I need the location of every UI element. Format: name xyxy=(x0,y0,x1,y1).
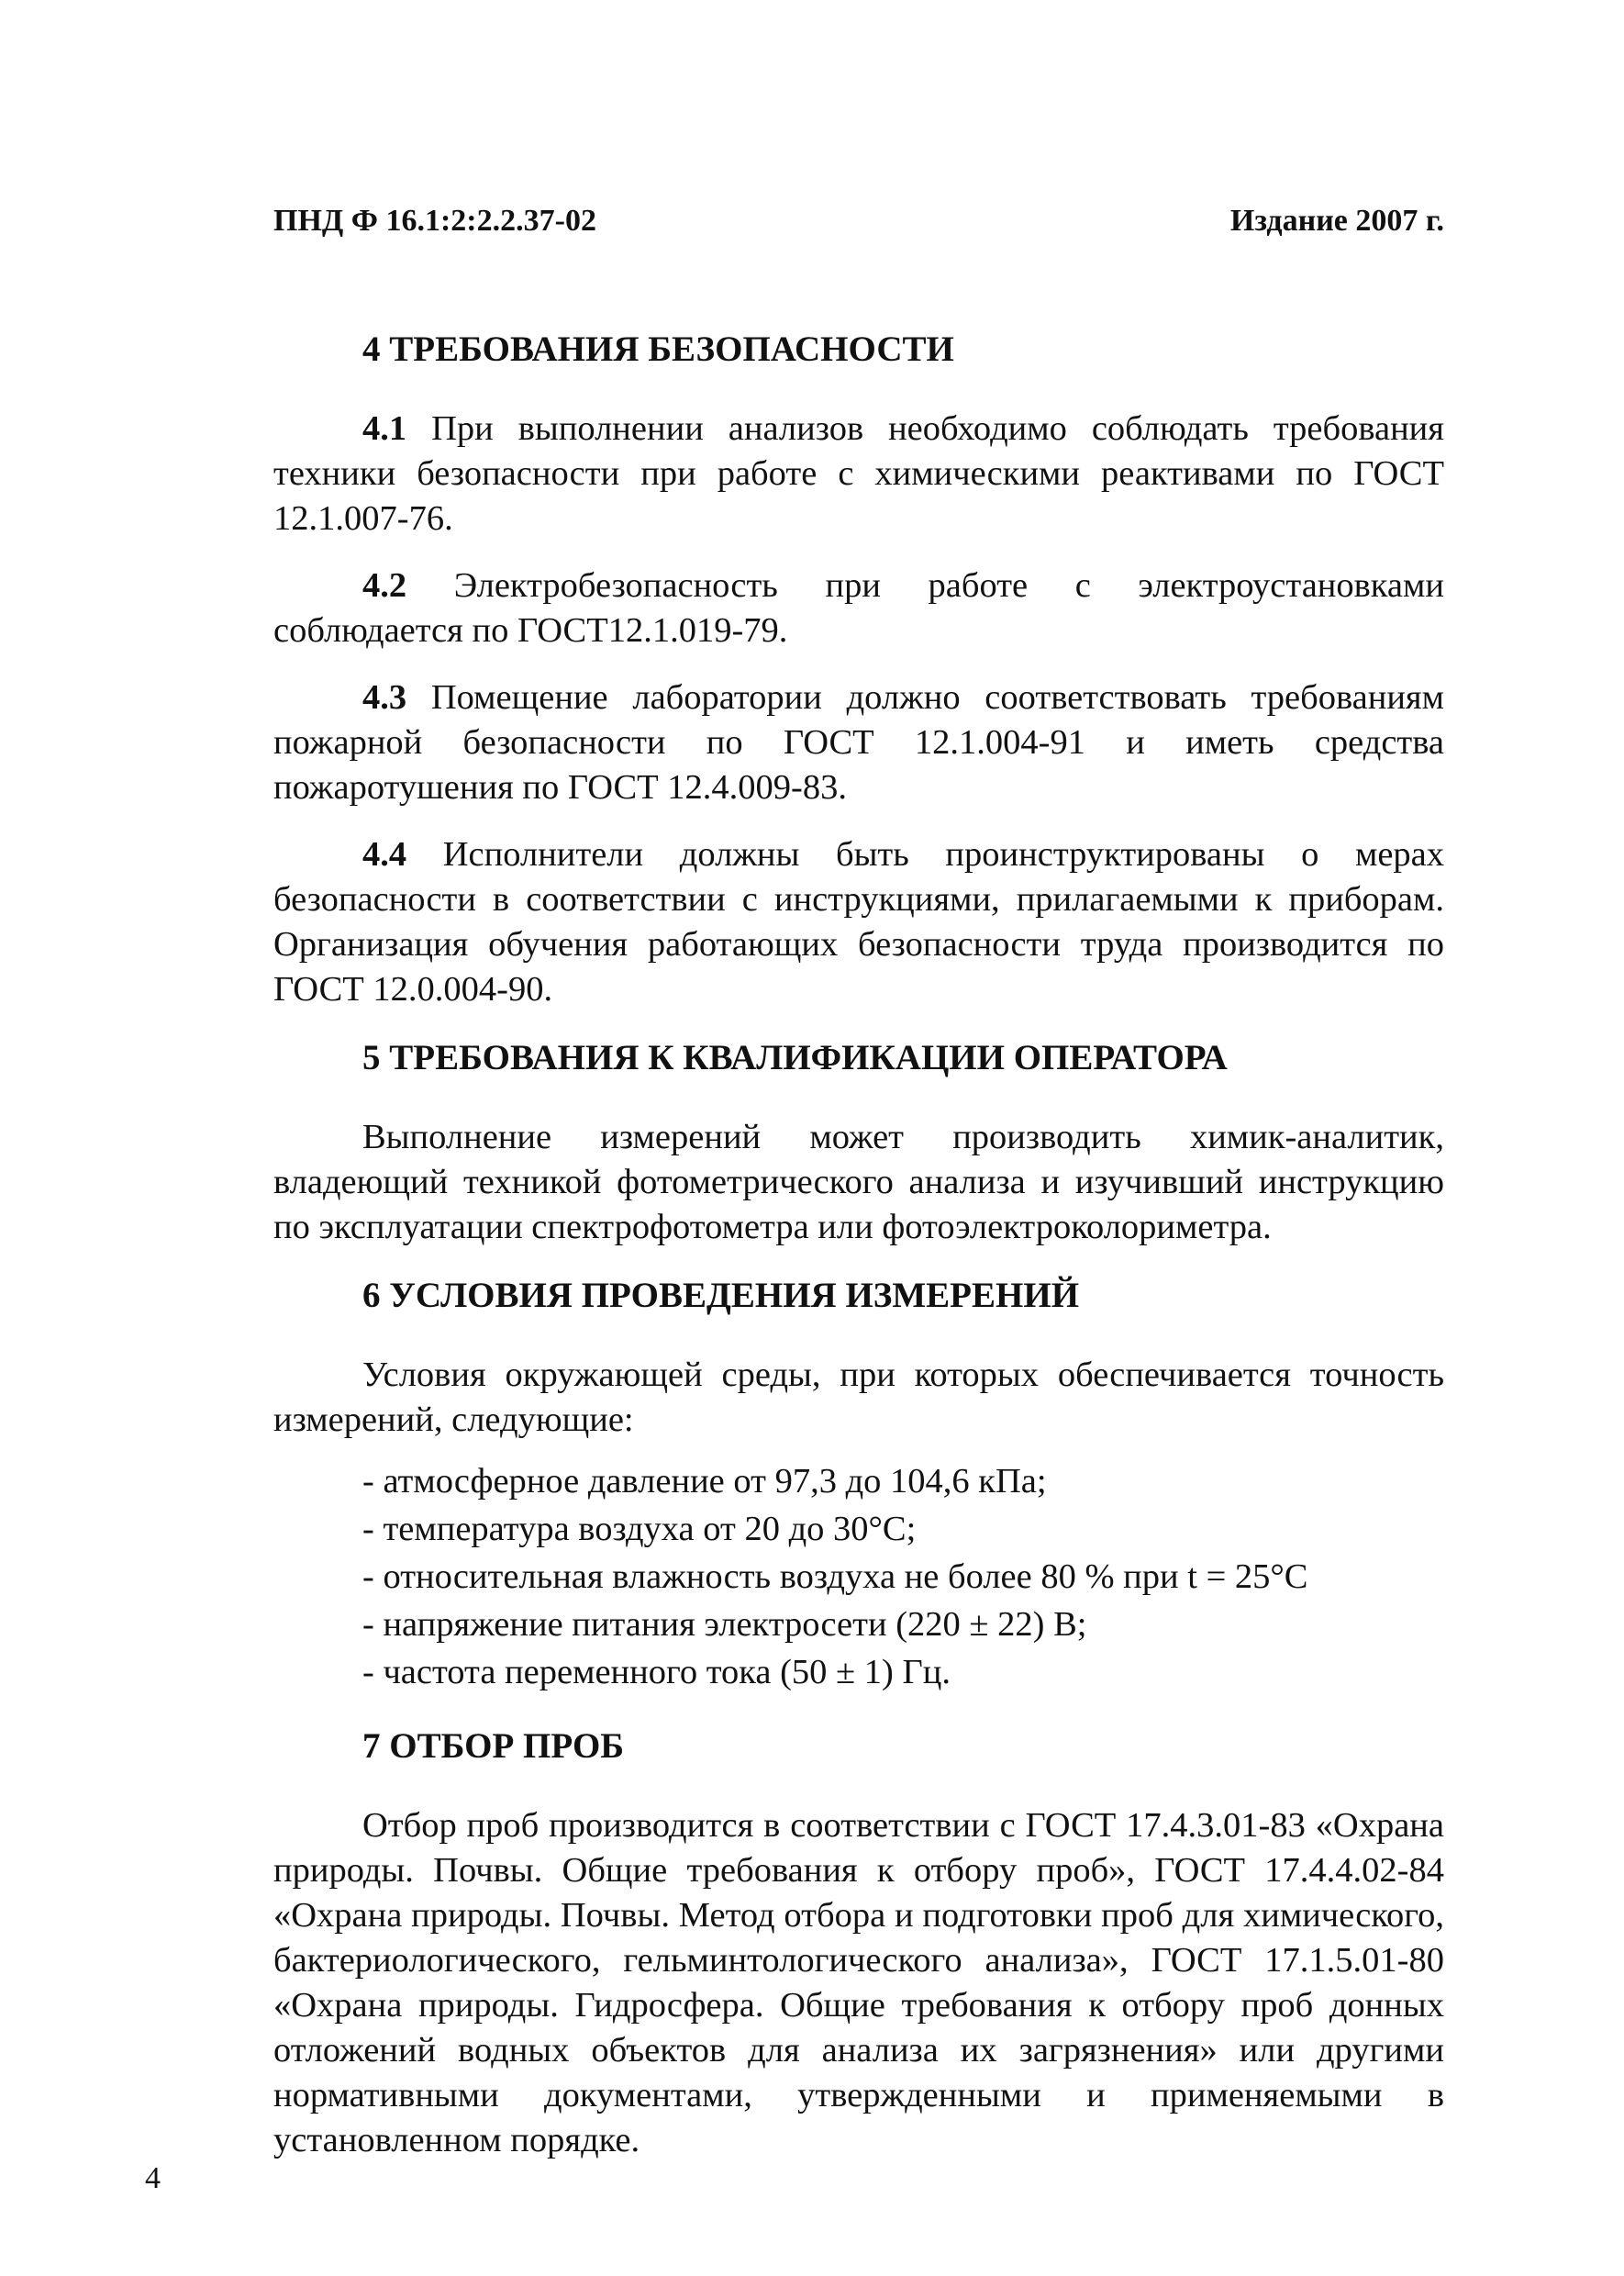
condition-pressure: - атмосферное давление от 97,3 до 104,6 кПа; xyxy=(362,1462,1047,1501)
paragraph-4-4 xyxy=(273,832,1444,1012)
paragraph-4-3 xyxy=(273,675,1444,810)
page-content xyxy=(273,326,1444,2185)
condition-humidity: - относительная влажность воздуха не более 80 % при t = 25°С xyxy=(362,1557,1308,1596)
paragraph-qualification: Выполнение измерений может производить химик-аналитик, владеющий техникой фотометрического анализа и изучивший инструкцию по эксплуатации спектрофотометра или фотоэлектроколориметра. xyxy=(273,1118,1444,1246)
section-title-qualification: 5 ТРЕБОВАНИЯ К КВАЛИФИКАЦИИ ОПЕРАТОРА xyxy=(362,1038,1228,1077)
page-header xyxy=(273,204,1444,240)
clause-text: При выполнении анализов необходимо соблюдать требования техники безопасности при работе с химическими реактивами по ГОСТ 12.1.007-76. xyxy=(273,409,1444,538)
paragraph-sampling: Отбор проб производится в соответствии с ГОСТ 17.4.3.01-83 «Охрана природы. Почвы. Общие требования к отбору проб», ГОСТ 17.4.4.02-84 «Охрана природы. Почвы. Метод отбора и подготовки проб для химического, бактериологического, гельминтологического анализа», ГОСТ 17.1.5.01-80 «Охрана природы. Гидросфера. Общие требования к отбору проб донных отложений водных объектов для анализа их загрязнения» или другими нормативными документами, утвержденными и применяемыми в установленном порядке. xyxy=(273,1806,1444,2159)
doc-code: ПНД Ф 16.1:2:2.2.37-02 xyxy=(273,204,596,238)
conditions-list xyxy=(273,1459,1444,1695)
edition-label: Издание 2007 г. xyxy=(1229,204,1444,238)
section-title-conditions: 6 УСЛОВИЯ ПРОВЕДЕНИЯ ИЗМЕРЕНИЙ xyxy=(362,1276,1080,1315)
clause-number: 4.1 xyxy=(362,409,407,448)
section-title-safety: 4 ТРЕБОВАНИЯ БЕЗОПАСНОСТИ xyxy=(362,329,954,369)
paragraph-4-2 xyxy=(273,563,1444,653)
clause-text: Исполнители должны быть проинструктированы о мерах безопасности в соответствии с инструкциями, прилагаемыми к приборам. Организация обучения работающих безопасности труда производится по ГОСТ 12.0.004-90. xyxy=(273,835,1444,1009)
condition-voltage: - напряжение питания электросети (220 ± 22) В; xyxy=(362,1605,1087,1644)
paragraph-4-1 xyxy=(273,407,1444,541)
clause-text: Помещение лаборатории должно соответствовать требованиям пожарной безопасности по ГОСТ 12.1.004-91 и иметь средства пожаротушения по ГОСТ 12.4.009-83. xyxy=(273,678,1444,807)
paragraph-conditions-intro: Условия окружающей среды, при которых обеспечивается точность измерений, следующие: xyxy=(273,1356,1444,1439)
clause-number: 4.2 xyxy=(362,566,407,605)
clause-number: 4.3 xyxy=(362,678,407,717)
clause-text: Электробезопасность при работе с электроустановками соблюдается по ГОСТ12.1.019-79. xyxy=(273,566,1444,650)
condition-frequency: - частота переменного тока (50 ± 1) Гц. xyxy=(362,1653,951,1691)
condition-temperature: - температура воздуха от 20 до 30°С; xyxy=(362,1510,917,1548)
clause-number: 4.4 xyxy=(362,835,407,874)
page-number: 4 xyxy=(145,2161,161,2195)
section-title-sampling: 7 ОТБОР ПРОБ xyxy=(362,1726,625,1766)
